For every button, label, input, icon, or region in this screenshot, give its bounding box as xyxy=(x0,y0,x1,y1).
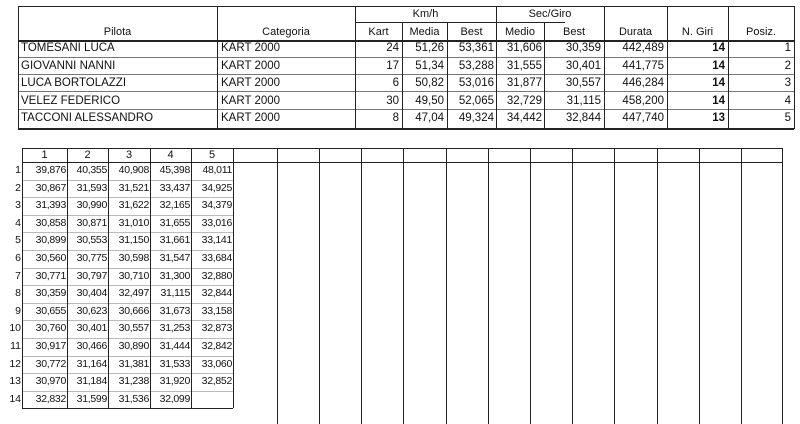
header-categoria: Categoria xyxy=(262,26,310,38)
cell-best-sec: 31,115 xyxy=(566,94,601,107)
lap-time-cell: 30,598 xyxy=(118,252,149,264)
cell-media: 49,50 xyxy=(415,94,444,107)
header-kart: Kart xyxy=(368,26,389,38)
lap-time-cell: 30,917 xyxy=(35,340,66,352)
cell-best-sec: 30,401 xyxy=(565,59,601,72)
lap-time-cell: 30,771 xyxy=(35,269,66,282)
lap-time-cell: 31,536 xyxy=(118,392,149,405)
lap-time-cell: 33,060 xyxy=(201,357,232,370)
cell-media: 51,26 xyxy=(415,42,444,54)
cell-posiz: 5 xyxy=(784,112,791,124)
lap-time-cell: 32,844 xyxy=(201,287,232,300)
lap-time-cell: 48,011 xyxy=(202,164,232,176)
lap-time-cell: 30,858 xyxy=(35,216,66,229)
grid-line xyxy=(488,148,489,424)
cell-best-kmh: 49,324 xyxy=(458,112,494,124)
lap-row-number: 1 xyxy=(15,164,21,176)
lap-time-cell: 30,466 xyxy=(76,340,107,352)
header-sec-giro: Sec/Giro xyxy=(528,8,572,20)
lap-time-cell: 31,599 xyxy=(76,392,107,405)
cell-best-kmh: 53,361 xyxy=(458,42,494,54)
cell-n-giri: 13 xyxy=(712,112,725,124)
lap-time-cell: 33,141 xyxy=(201,234,232,247)
lap-time-cell: 40,355 xyxy=(76,164,107,176)
header-media: Media xyxy=(409,26,440,38)
cell-categoria: KART 2000 xyxy=(221,112,281,124)
grid-line xyxy=(319,148,320,424)
cell-kart: 17 xyxy=(386,59,399,72)
lap-time-cell: 30,401 xyxy=(76,322,107,335)
lap-time-cell: 30,655 xyxy=(35,304,66,317)
cell-medio: 31,877 xyxy=(506,77,542,89)
results-table xyxy=(0,0,800,135)
lap-time-cell: 30,560 xyxy=(35,252,66,264)
lap-time-cell: 31,533 xyxy=(159,357,190,370)
lap-time-cell: 30,772 xyxy=(35,357,66,370)
lap-time-cell: 30,553 xyxy=(76,234,107,247)
lap-time-cell: 31,115 xyxy=(160,287,190,300)
lap-row-number: 8 xyxy=(15,287,21,300)
lap-row-number: 9 xyxy=(15,304,21,317)
lap-time-cell: 30,666 xyxy=(118,304,149,317)
lap-column-header: 1 xyxy=(41,149,48,161)
header-pilota: Pilota xyxy=(103,26,132,38)
cell-posiz: 1 xyxy=(784,42,791,54)
lap-time-cell: 30,867 xyxy=(35,181,66,194)
grid-line xyxy=(403,148,404,424)
header-best-kmh: Best xyxy=(460,26,483,38)
header-durata: Durata xyxy=(618,26,653,38)
cell-durata: 447,740 xyxy=(622,112,664,124)
lap-time-cell: 30,990 xyxy=(76,199,107,212)
lap-time-cell: 31,593 xyxy=(76,181,107,194)
lap-column-header: 3 xyxy=(125,149,133,161)
grid-line xyxy=(446,148,447,424)
lap-time-cell: 30,404 xyxy=(76,287,107,300)
lap-time-cell: 30,710 xyxy=(118,269,149,282)
lap-time-cell: 32,873 xyxy=(201,322,232,335)
cell-categoria: KART 2000 xyxy=(221,77,281,89)
lap-time-cell: 32,497 xyxy=(118,287,149,300)
cell-categoria: KART 2000 xyxy=(221,42,281,54)
lap-time-cell: 30,970 xyxy=(35,375,66,388)
lap-time-cell: 39,876 xyxy=(35,164,66,176)
cell-best-kmh: 52,065 xyxy=(458,94,494,107)
lap-time-cell: 34,925 xyxy=(201,181,232,194)
lap-time-cell: 30,775 xyxy=(76,252,107,264)
cell-n-giri: 14 xyxy=(712,94,725,107)
lap-time-cell: 34,379 xyxy=(201,199,232,212)
lap-time-cell: 45,398 xyxy=(159,164,190,176)
lap-row-number: 2 xyxy=(15,181,21,194)
lap-time-cell: 31,381 xyxy=(118,357,149,370)
header-posiz: Posiz. xyxy=(746,26,776,38)
lap-time-cell: 30,899 xyxy=(35,234,66,247)
header-n-giri: N. Giri xyxy=(681,26,714,38)
grid-line xyxy=(782,148,783,424)
cell-best-sec: 32,844 xyxy=(565,112,601,124)
lap-time-cell: 31,300 xyxy=(159,269,190,282)
cell-posiz: 3 xyxy=(784,77,791,89)
lap-row-number: 7 xyxy=(15,269,21,282)
lap-row-number: 10 xyxy=(9,322,21,335)
lap-time-cell: 32,842 xyxy=(201,340,232,352)
lap-time-cell: 33,016 xyxy=(201,216,232,229)
grid-line xyxy=(572,148,573,424)
cell-n-giri: 14 xyxy=(712,42,725,54)
lap-time-cell: 31,444 xyxy=(159,340,190,352)
grid-line xyxy=(22,408,233,409)
lap-time-cell: 30,557 xyxy=(118,322,149,335)
lap-time-cell: 32,852 xyxy=(201,375,232,388)
lap-time-cell: 32,099 xyxy=(159,392,190,405)
grid-line xyxy=(657,148,658,424)
cell-durata: 441,775 xyxy=(622,59,664,72)
cell-categoria: KART 2000 xyxy=(221,59,281,72)
lap-row-number: 13 xyxy=(9,375,21,388)
lap-time-cell: 31,655 xyxy=(159,216,190,229)
lap-time-cell: 31,253 xyxy=(159,322,190,335)
grid-line xyxy=(277,148,278,424)
grid-line xyxy=(361,148,362,424)
lap-time-cell: 33,684 xyxy=(201,252,232,264)
lap-time-cell: 31,010 xyxy=(118,216,149,229)
lap-time-cell: 40,908 xyxy=(118,164,149,176)
cell-kart: 30 xyxy=(386,94,399,107)
grid-line xyxy=(614,148,615,424)
grid-line xyxy=(530,148,531,424)
lap-row-number: 3 xyxy=(15,199,21,212)
lap-row-number: 4 xyxy=(15,216,21,229)
cell-best-sec: 30,557 xyxy=(565,77,601,89)
grid-line xyxy=(233,148,234,408)
cell-best-kmh: 53,016 xyxy=(458,77,494,89)
grid-line xyxy=(741,148,742,424)
lap-column-header: 2 xyxy=(84,149,91,161)
cell-pilota: LUCA BORTOLAZZI xyxy=(21,77,127,89)
cell-categoria: KART 2000 xyxy=(221,94,281,107)
grid-line xyxy=(699,148,700,424)
cell-medio: 32,729 xyxy=(506,94,542,107)
cell-durata: 446,284 xyxy=(622,77,664,89)
lap-times-grid xyxy=(0,140,800,418)
lap-time-cell: 30,871 xyxy=(76,216,107,229)
lap-row-number: 11 xyxy=(10,340,21,352)
lap-time-cell: 31,238 xyxy=(118,375,149,388)
lap-time-cell: 31,673 xyxy=(159,304,190,317)
cell-best-sec: 30,359 xyxy=(565,42,601,54)
lap-time-cell: 31,622 xyxy=(118,199,149,212)
cell-n-giri: 14 xyxy=(712,77,725,89)
lap-time-cell: 30,623 xyxy=(76,304,107,317)
lap-column-header: 5 xyxy=(208,149,216,161)
cell-kart: 8 xyxy=(392,112,399,124)
lap-time-cell: 30,890 xyxy=(118,340,149,352)
lap-row-number: 6 xyxy=(15,252,21,264)
cell-medio: 31,606 xyxy=(506,42,542,54)
cell-media: 50,82 xyxy=(415,77,444,89)
cell-kart: 24 xyxy=(386,42,399,54)
lap-time-cell: 31,547 xyxy=(159,252,190,264)
lap-column-header: 4 xyxy=(167,149,174,161)
cell-media: 47,04 xyxy=(415,112,444,124)
cell-posiz: 2 xyxy=(784,59,791,72)
cell-pilota: TACCONI ALESSANDRO xyxy=(21,112,154,124)
cell-medio: 34,442 xyxy=(506,112,542,124)
lap-time-cell: 30,760 xyxy=(35,322,66,335)
cell-media: 51,34 xyxy=(415,59,444,72)
header-best-sec: Best xyxy=(562,26,585,38)
lap-time-cell: 30,359 xyxy=(35,287,66,300)
cell-kart: 6 xyxy=(392,77,399,89)
lap-time-cell: 31,393 xyxy=(35,199,66,212)
cell-durata: 442,489 xyxy=(622,42,664,54)
cell-medio: 31,555 xyxy=(506,59,542,72)
lap-time-cell: 30,797 xyxy=(76,269,107,282)
lap-row-number: 5 xyxy=(15,234,21,247)
lap-time-cell: 31,920 xyxy=(159,375,190,388)
lap-time-cell: 32,880 xyxy=(201,269,232,282)
lap-row-number: 14 xyxy=(9,392,21,405)
lap-time-cell: 31,164 xyxy=(76,357,107,370)
cell-n-giri: 14 xyxy=(712,59,725,72)
lap-time-cell: 32,832 xyxy=(35,392,66,405)
lap-time-cell: 31,521 xyxy=(118,181,149,194)
cell-pilota: GIOVANNI NANNI xyxy=(21,59,116,72)
lap-time-cell: 31,661 xyxy=(159,234,190,247)
cell-pilota: VELEZ FEDERICO xyxy=(21,94,121,107)
header-medio: Medio xyxy=(505,26,535,38)
lap-time-cell: 31,184 xyxy=(76,375,107,388)
lap-time-cell: 33,158 xyxy=(201,304,232,317)
cell-best-kmh: 53,288 xyxy=(458,59,494,72)
lap-row-number: 12 xyxy=(9,357,21,370)
lap-time-cell: 33,437 xyxy=(159,181,190,194)
cell-pilota: TOMESANI LUCA xyxy=(21,42,115,54)
cell-durata: 458,200 xyxy=(622,94,664,107)
header-km-h: Km/h xyxy=(412,8,439,20)
cell-posiz: 4 xyxy=(784,94,791,107)
lap-time-cell: 32,165 xyxy=(159,199,190,212)
lap-time-cell: 31,150 xyxy=(118,234,149,247)
